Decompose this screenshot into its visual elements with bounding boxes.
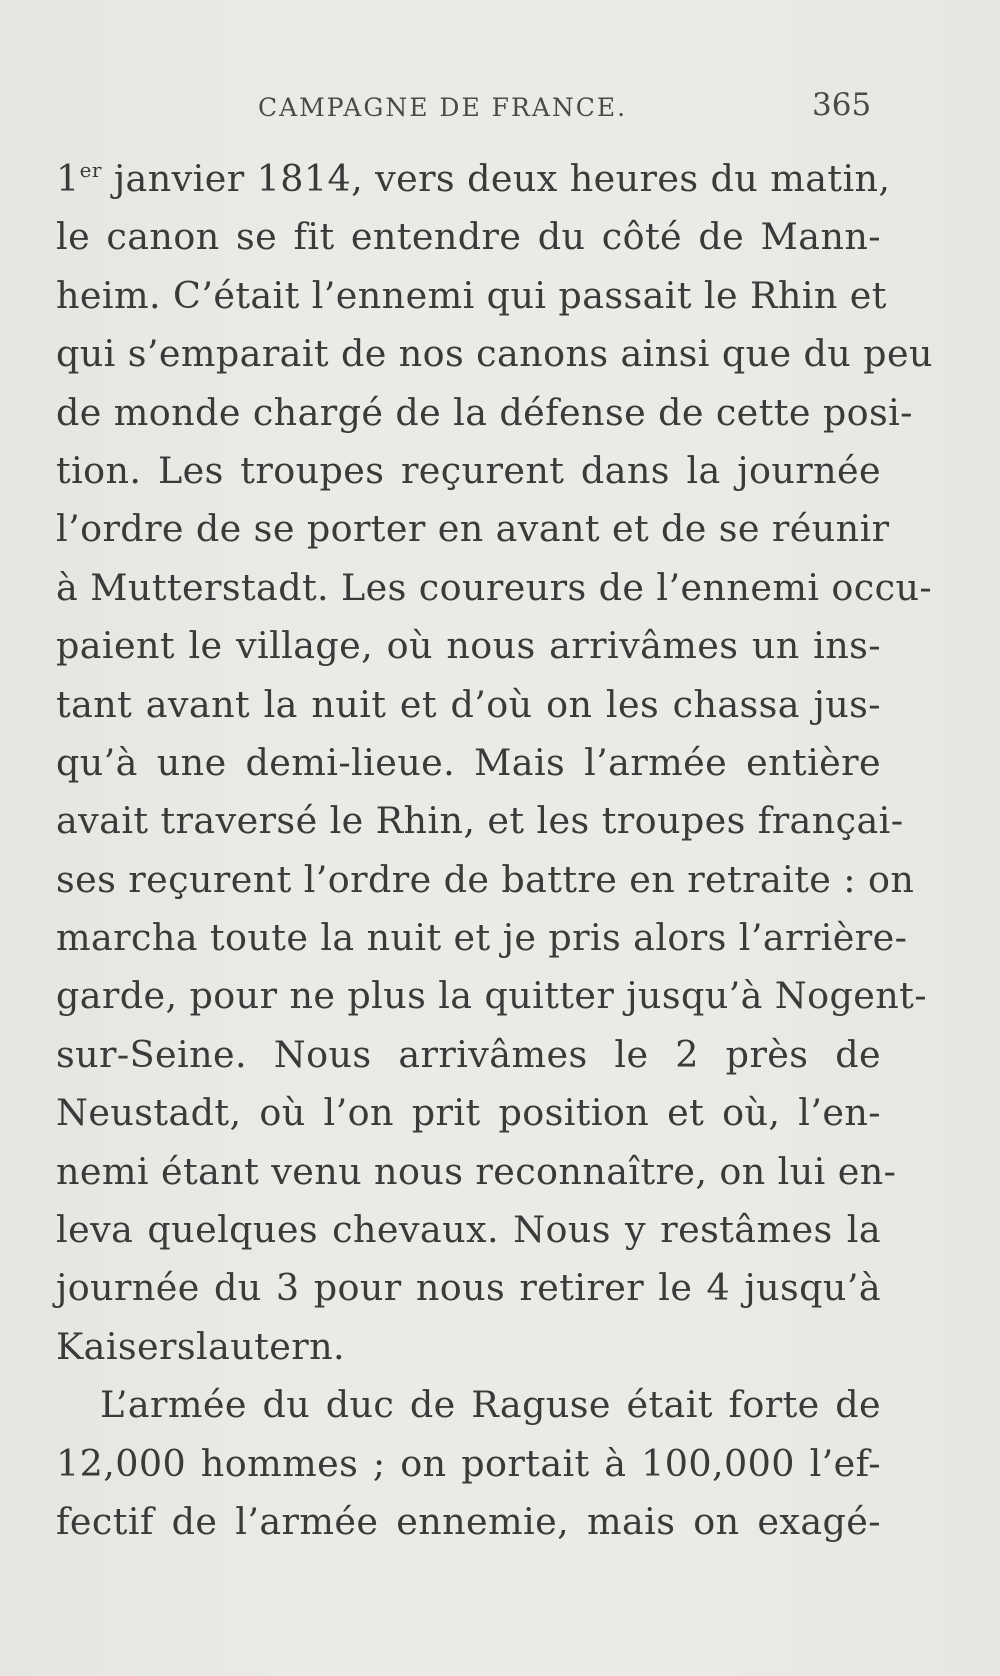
text-line: tion. Les troupes reçurent dans la journée bbox=[56, 448, 881, 492]
text-line: Neustadt, où l’on prit position et où, l’en- bbox=[56, 1091, 881, 1135]
text-line: avait traversé le Rhin, et les troupes françai- bbox=[56, 799, 904, 843]
text-line: à Mutterstadt. Les coureurs de l’ennemi occu- bbox=[56, 565, 933, 609]
superscript: er bbox=[79, 158, 102, 182]
text-line: qui s’emparait de nos canons ainsi que du peu bbox=[56, 332, 933, 376]
text-line: qu’à une demi-lieue. Mais l’armée entière bbox=[56, 740, 881, 784]
page-number: 365 bbox=[812, 87, 872, 123]
text-line: fectif de l’armée ennemie, mais on exagé- bbox=[56, 1499, 881, 1543]
running-title: CAMPAGNE DE FRANCE. bbox=[258, 93, 628, 122]
line-text: janvier 1814, vers deux heures du matin, bbox=[113, 157, 891, 200]
text-line: le canon se fit entendre du côté de Mann- bbox=[56, 215, 881, 259]
text-line: heim. C’était l’ennemi qui passait le Rhin et bbox=[56, 273, 887, 317]
text-line: sur-Seine. Nous arrivâmes le 2 près de bbox=[56, 1032, 881, 1076]
date-prefix: 1 bbox=[56, 157, 80, 200]
body-text bbox=[56, 150, 933, 1551]
text-line: nemi étant venu nous reconnaître, on lui en- bbox=[56, 1149, 897, 1193]
text-line: ses reçurent l’ordre de battre en retraite : on bbox=[56, 857, 915, 901]
text-line: 12,000 hommes ; on portait à 100,000 l’ef- bbox=[56, 1441, 881, 1485]
text-line: journée du 3 pour nous retirer le 4 jusqu’à bbox=[56, 1266, 881, 1310]
text-line: paient le village, où nous arrivâmes un ins- bbox=[56, 624, 881, 668]
text-line: l’ordre de se porter en avant et de se réunir bbox=[56, 507, 890, 551]
text-line: garde, pour ne plus la quitter jusqu’à Nogent- bbox=[56, 974, 927, 1018]
running-head bbox=[0, 87, 1000, 133]
text-line: L’armée du duc de Raguse était forte de bbox=[100, 1383, 881, 1427]
text-line: Kaiserslautern. bbox=[56, 1324, 345, 1368]
text-line: de monde chargé de la défense de cette posi- bbox=[56, 390, 913, 434]
text-line bbox=[56, 150, 891, 208]
text-line: leva quelques chevaux. Nous y restâmes la bbox=[56, 1208, 881, 1252]
text-line: marcha toute la nuit et je pris alors l’arrière- bbox=[56, 916, 908, 960]
text-line: tant avant la nuit et d’où on les chassa jus- bbox=[56, 682, 881, 726]
